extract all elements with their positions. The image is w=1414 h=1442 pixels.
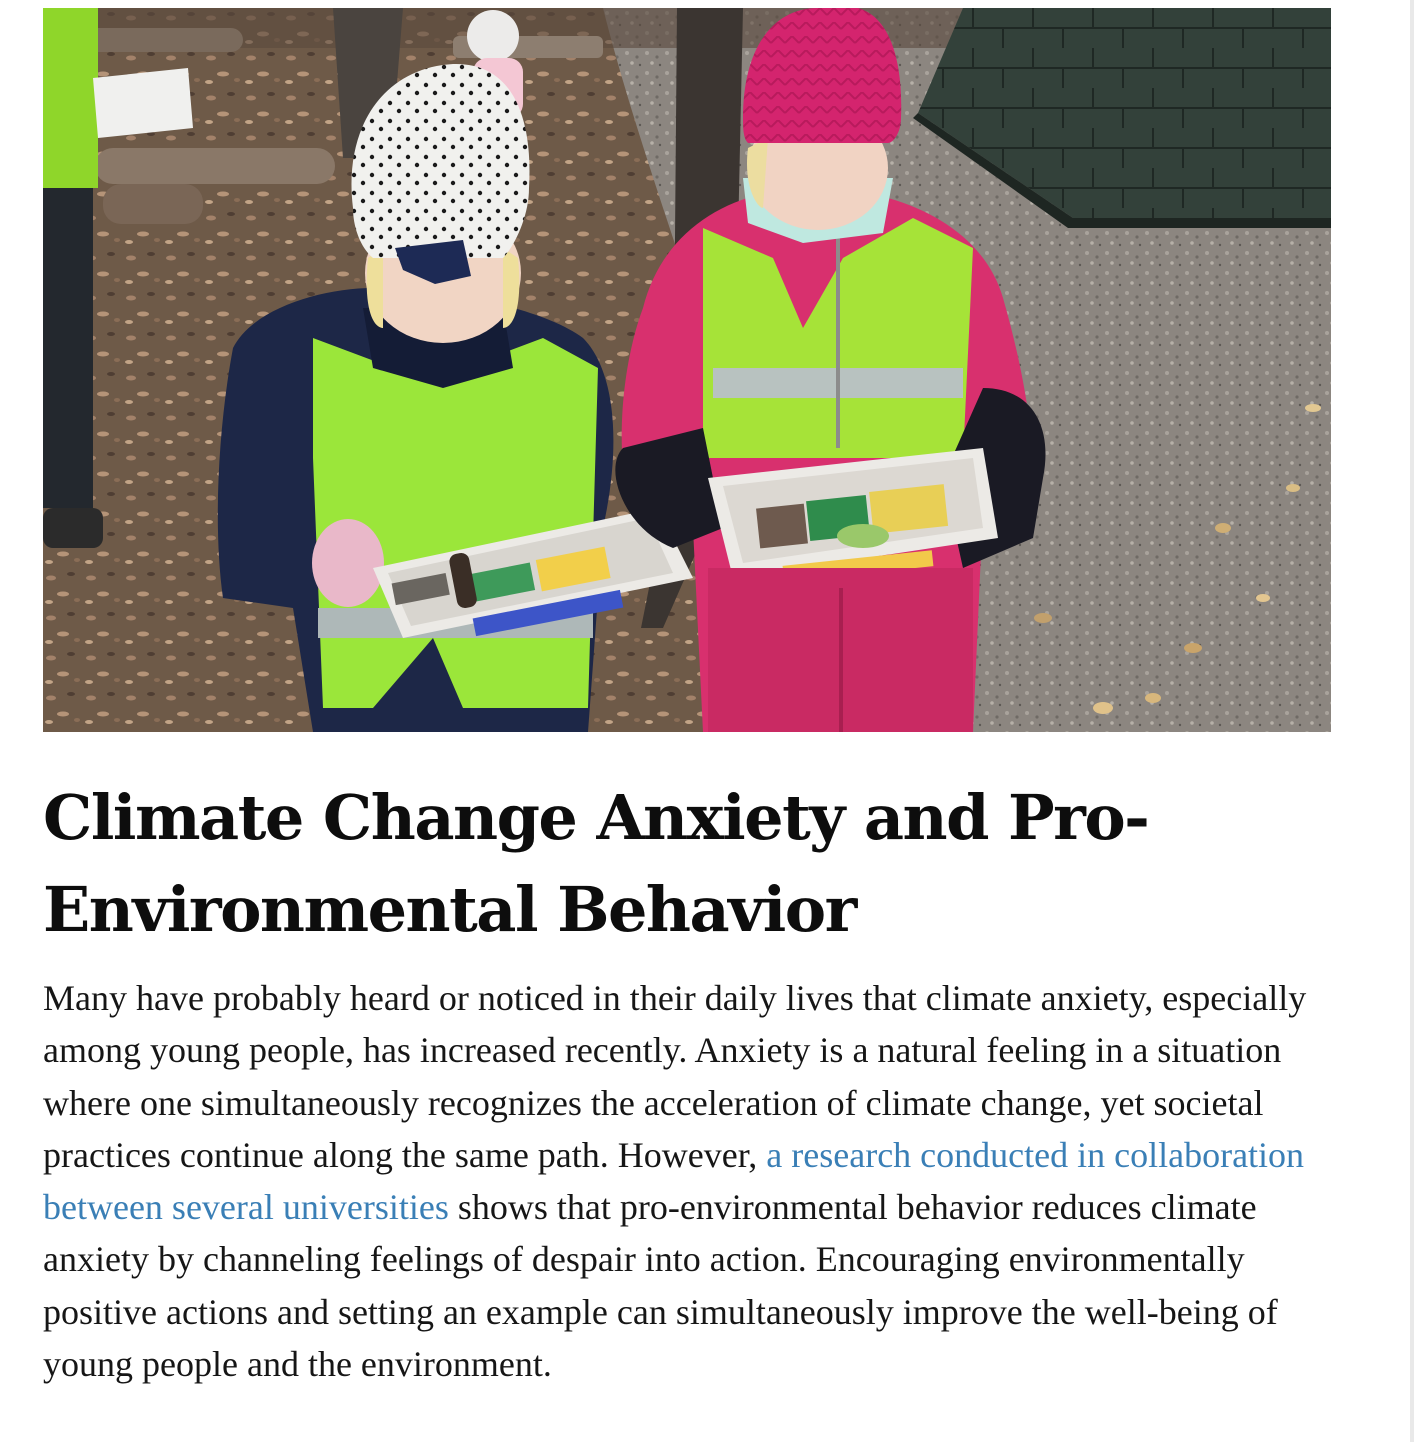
article-paragraph [43, 972, 1333, 1390]
scrollbar-track[interactable] [1410, 0, 1414, 1442]
article-photo [43, 8, 1331, 732]
research-link[interactable]: a research conducted in collaboration between several universities [43, 1134, 1305, 1228]
paragraph-text-after-link: shows that pro-environmental behavior reduces climate anxiety by channeling feelings of despair into action. Encouraging environmentally positive actions and setting an example can simultaneously improve the well-being of young people and the environment. [43, 1187, 1278, 1385]
article-title: Climate Change Anxiety and Pro-Environmental Behavior [43, 781, 1149, 946]
paragraph-text-before-link: Many have probably heard or noticed in their daily lives that climate anxiety, especially among young people, has increased recently. Anxiety is a natural feeling in a situation where one simultaneously recognizes the acceleration of climate change, yet societal practices continue along the same path. However, [43, 978, 1307, 1175]
